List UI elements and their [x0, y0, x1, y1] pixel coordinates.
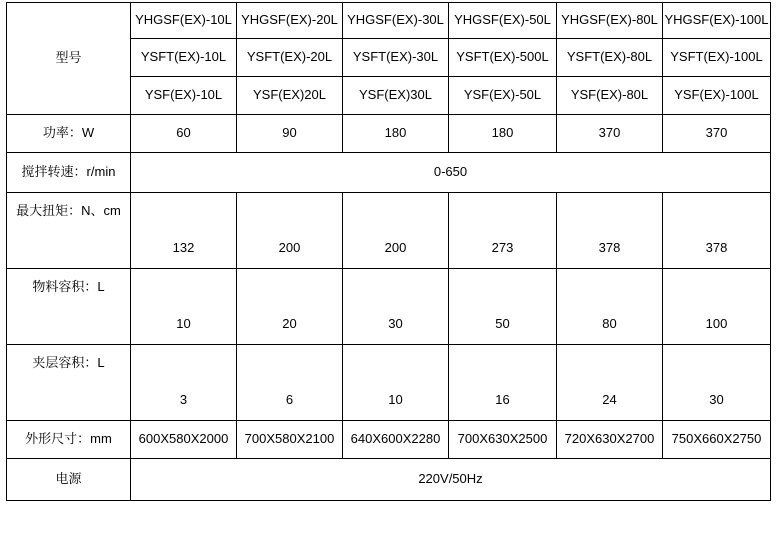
table-cell: 378 [663, 229, 771, 269]
table-cell: YHGSF(EX)-80L [557, 3, 663, 39]
table-cell: YSFT(EX)-100L [663, 39, 771, 77]
table-row-jacket-volume-values [7, 381, 771, 421]
table-cell [237, 193, 343, 229]
table-row-stir-speed [7, 153, 771, 193]
table-cell: YSFT(EX)-500L [449, 39, 557, 77]
table-cell [557, 269, 663, 305]
table-cell: 24 [557, 381, 663, 421]
table-row-model-1 [7, 3, 771, 39]
row-label-stir-speed: 搅拌转速：r/min [7, 153, 131, 193]
table-cell: YHGSF(EX)-10L [131, 3, 237, 39]
table-cell: 180 [449, 115, 557, 153]
specification-table [6, 2, 771, 501]
table-cell: 640X600X2280 [343, 421, 449, 459]
table-cell: 50 [449, 305, 557, 345]
row-label-power-supply: 电源 [7, 459, 131, 501]
table-cell [131, 193, 237, 229]
row-label-jacket-volume: 夹层容积：L [7, 345, 131, 381]
table-cell: 90 [237, 115, 343, 153]
table-cell [131, 269, 237, 305]
table-row-jacket-volume-label [7, 345, 771, 381]
table-cell: 200 [343, 229, 449, 269]
table-cell [343, 345, 449, 381]
table-cell: 20 [237, 305, 343, 345]
table-cell [237, 269, 343, 305]
table-row-max-torque-label [7, 193, 771, 229]
table-cell: 3 [131, 381, 237, 421]
table-cell: 370 [663, 115, 771, 153]
table-cell: 30 [343, 305, 449, 345]
row-label-spacer [7, 381, 131, 421]
table-cell: YSF(EX)30L [343, 77, 449, 115]
table-cell: 60 [131, 115, 237, 153]
table-cell [663, 345, 771, 381]
table-cell: YSF(EX)-50L [449, 77, 557, 115]
row-label-dimensions: 外形尺寸：mm [7, 421, 131, 459]
table-cell: YSFT(EX)-10L [131, 39, 237, 77]
table-cell: 180 [343, 115, 449, 153]
table-row-dimensions [7, 421, 771, 459]
table-row-material-volume-label [7, 269, 771, 305]
table-cell: YHGSF(EX)-50L [449, 3, 557, 39]
table-cell [449, 345, 557, 381]
table-cell: 10 [131, 305, 237, 345]
table-cell: 700X630X2500 [449, 421, 557, 459]
table-cell: 100 [663, 305, 771, 345]
table-cell: YSF(EX)-80L [557, 77, 663, 115]
table-cell [131, 345, 237, 381]
table-cell: 132 [131, 229, 237, 269]
table-cell: 600X580X2000 [131, 421, 237, 459]
table-row-material-volume-values [7, 305, 771, 345]
table-row-power-supply [7, 459, 771, 501]
table-cell: 700X580X2100 [237, 421, 343, 459]
table-cell [663, 193, 771, 229]
row-label-spacer [7, 229, 131, 269]
row-label-spacer [7, 305, 131, 345]
table-cell: 80 [557, 305, 663, 345]
table-cell-merged: 0-650 [131, 153, 771, 193]
table-cell: 378 [557, 229, 663, 269]
table-cell [663, 269, 771, 305]
table-cell [343, 193, 449, 229]
table-cell: 16 [449, 381, 557, 421]
table-cell [343, 269, 449, 305]
table-cell [237, 345, 343, 381]
table-cell: 10 [343, 381, 449, 421]
table-cell: 370 [557, 115, 663, 153]
table-cell [449, 193, 557, 229]
table-cell: YSF(EX)-100L [663, 77, 771, 115]
row-label-max-torque: 最大扭矩：N、cm [7, 193, 131, 229]
table-cell: YSF(EX)20L [237, 77, 343, 115]
row-label-model: 型号 [7, 3, 131, 115]
table-cell [557, 193, 663, 229]
row-label-power: 功率：W [7, 115, 131, 153]
table-cell: 200 [237, 229, 343, 269]
table-cell: YSF(EX)-10L [131, 77, 237, 115]
table-cell [557, 345, 663, 381]
table-cell: 720X630X2700 [557, 421, 663, 459]
table-cell: YHGSF(EX)-20L [237, 3, 343, 39]
table-cell: 6 [237, 381, 343, 421]
table-row-power [7, 115, 771, 153]
table-cell: 273 [449, 229, 557, 269]
table-cell: YHGSF(EX)-100L [663, 3, 771, 39]
table-cell: YHGSF(EX)-30L [343, 3, 449, 39]
table-cell: 750X660X2750 [663, 421, 771, 459]
table-cell-merged: 220V/50Hz [131, 459, 771, 501]
table-cell: YSFT(EX)-80L [557, 39, 663, 77]
row-label-material-volume: 物料容积：L [7, 269, 131, 305]
table-cell: 30 [663, 381, 771, 421]
table-row-max-torque-values [7, 229, 771, 269]
table-cell: YSFT(EX)-30L [343, 39, 449, 77]
table-cell [449, 269, 557, 305]
table-cell: YSFT(EX)-20L [237, 39, 343, 77]
